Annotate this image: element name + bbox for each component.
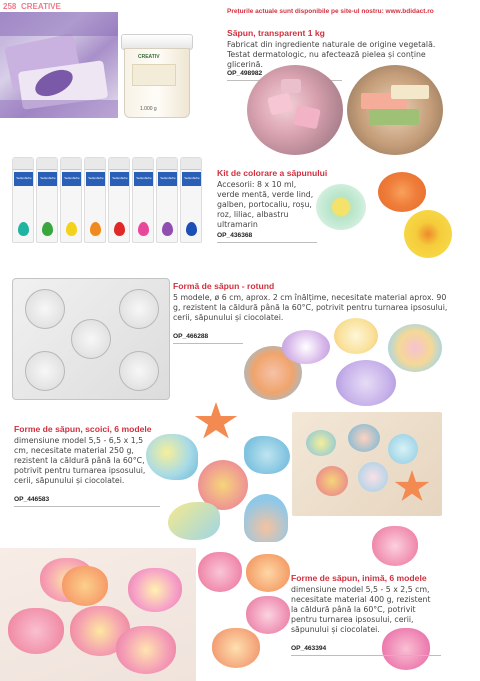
bottle-label: Seifenfarbe: [40, 176, 56, 180]
jar-weight: 1.000 g: [140, 106, 157, 112]
jar-brand: CREATIV: [138, 54, 160, 60]
mould-cavity: [119, 289, 159, 329]
colour-drop: [18, 222, 29, 236]
product-code: OP_466288: [173, 333, 209, 340]
price-notice: Prețurile actuale sunt disponibile pe site-ul nostru: www.bdidact.ro: [227, 8, 434, 15]
bottle-label: Seifenfarbe: [184, 176, 200, 180]
bottle-label: Seifenfarbe: [112, 176, 128, 180]
divider: [291, 655, 441, 656]
colour-bottle: [180, 157, 202, 243]
round-mould-tray: [12, 278, 170, 400]
bar-soap-circle-photo: [347, 65, 443, 155]
product-title: Forme de săpun, scoici, 6 modele: [14, 424, 152, 434]
colour-drop: [114, 222, 125, 236]
product-description: dimensiune model 5,5 - 5 x 2,5 cm, necesitate material 400 g, rezistent la căldură până la 60°C, potrivit pentru turnarea ipsosului, cerii, săpunului și ciocolatei.: [291, 585, 431, 634]
product-description: 5 modele, ø 6 cm, aprox. 2 cm înălțime, necesitate material aprox. 90 g, rezistent la căldură până la 60°C, potrivit pentru turnarea ipsosului, cerii, săpunului și ciocolatei.: [173, 293, 448, 322]
mould-cavity: [119, 351, 159, 391]
colour-bottle: [12, 157, 34, 243]
divider: [14, 506, 160, 507]
bottle-label: Seifenfarbe: [136, 176, 152, 180]
section-label: CREATIVE: [21, 2, 61, 11]
product-code: OP_446583: [14, 496, 50, 503]
heart-soaps-photo: [0, 548, 196, 681]
mould-cavity: [71, 319, 111, 359]
product-description: Accesorii: 8 x 10 ml, verde mentă, verde lind, galben, portocaliu, roșu, roz, liliac, albastru ultramarin: [217, 180, 314, 229]
bottle-label: Seifenfarbe: [16, 176, 32, 180]
colour-bottle: [84, 157, 106, 243]
colour-bottle: [132, 157, 154, 243]
bottle-label: Seifenfarbe: [64, 176, 80, 180]
colour-drop: [66, 222, 77, 236]
bottle-label: Seifenfarbe: [88, 176, 104, 180]
divider: [217, 242, 317, 243]
product-code: OP_498982: [227, 70, 263, 77]
bottle-label: Seifenfarbe: [160, 176, 176, 180]
product-description: dimensiune model 5,5 - 6,5 x 1,5 cm, necesitate material 250 g, rezistent la căldură până la 60°C, potrivit pentru turnarea ipsosului, cerii, săpunului și ciocolatei.: [14, 436, 146, 485]
soap-base-jar: [118, 34, 196, 120]
pink-soap-circle-photo: [247, 65, 343, 155]
colour-drop: [186, 222, 197, 236]
soap-colour-bottles: [12, 157, 208, 245]
mould-cavity: [25, 351, 65, 391]
flower-soaps-image: [316, 168, 456, 274]
product-code: OP_463394: [291, 645, 327, 652]
mould-cavity: [25, 289, 65, 329]
round-soaps-image: [244, 318, 456, 412]
colour-bottle: [36, 157, 58, 243]
colour-bottle: [60, 157, 82, 243]
shell-soaps-photo: [292, 412, 442, 516]
colour-bottle: [156, 157, 178, 243]
product-title: Săpun, transparent 1 kg: [227, 28, 325, 38]
colour-drop: [42, 222, 53, 236]
page-number: 258: [3, 2, 17, 11]
product-title: Forme de săpun, inimă, 6 modele: [291, 573, 427, 583]
colour-drop: [138, 222, 149, 236]
colour-drop: [90, 222, 101, 236]
product-code: OP_436368: [217, 232, 253, 239]
product-title: Kit de colorare a săpunului: [217, 168, 328, 178]
divider: [173, 343, 243, 344]
product-description: Fabricat din ingrediente naturale de origine vegetală. Testat dermatologic, nu afectează pielea și conține glicerină.: [227, 40, 436, 69]
colour-drop: [162, 222, 173, 236]
lavender-soap-photo: [0, 12, 118, 118]
product-title: Formă de săpun - rotund: [173, 281, 275, 291]
colour-bottle: [108, 157, 130, 243]
